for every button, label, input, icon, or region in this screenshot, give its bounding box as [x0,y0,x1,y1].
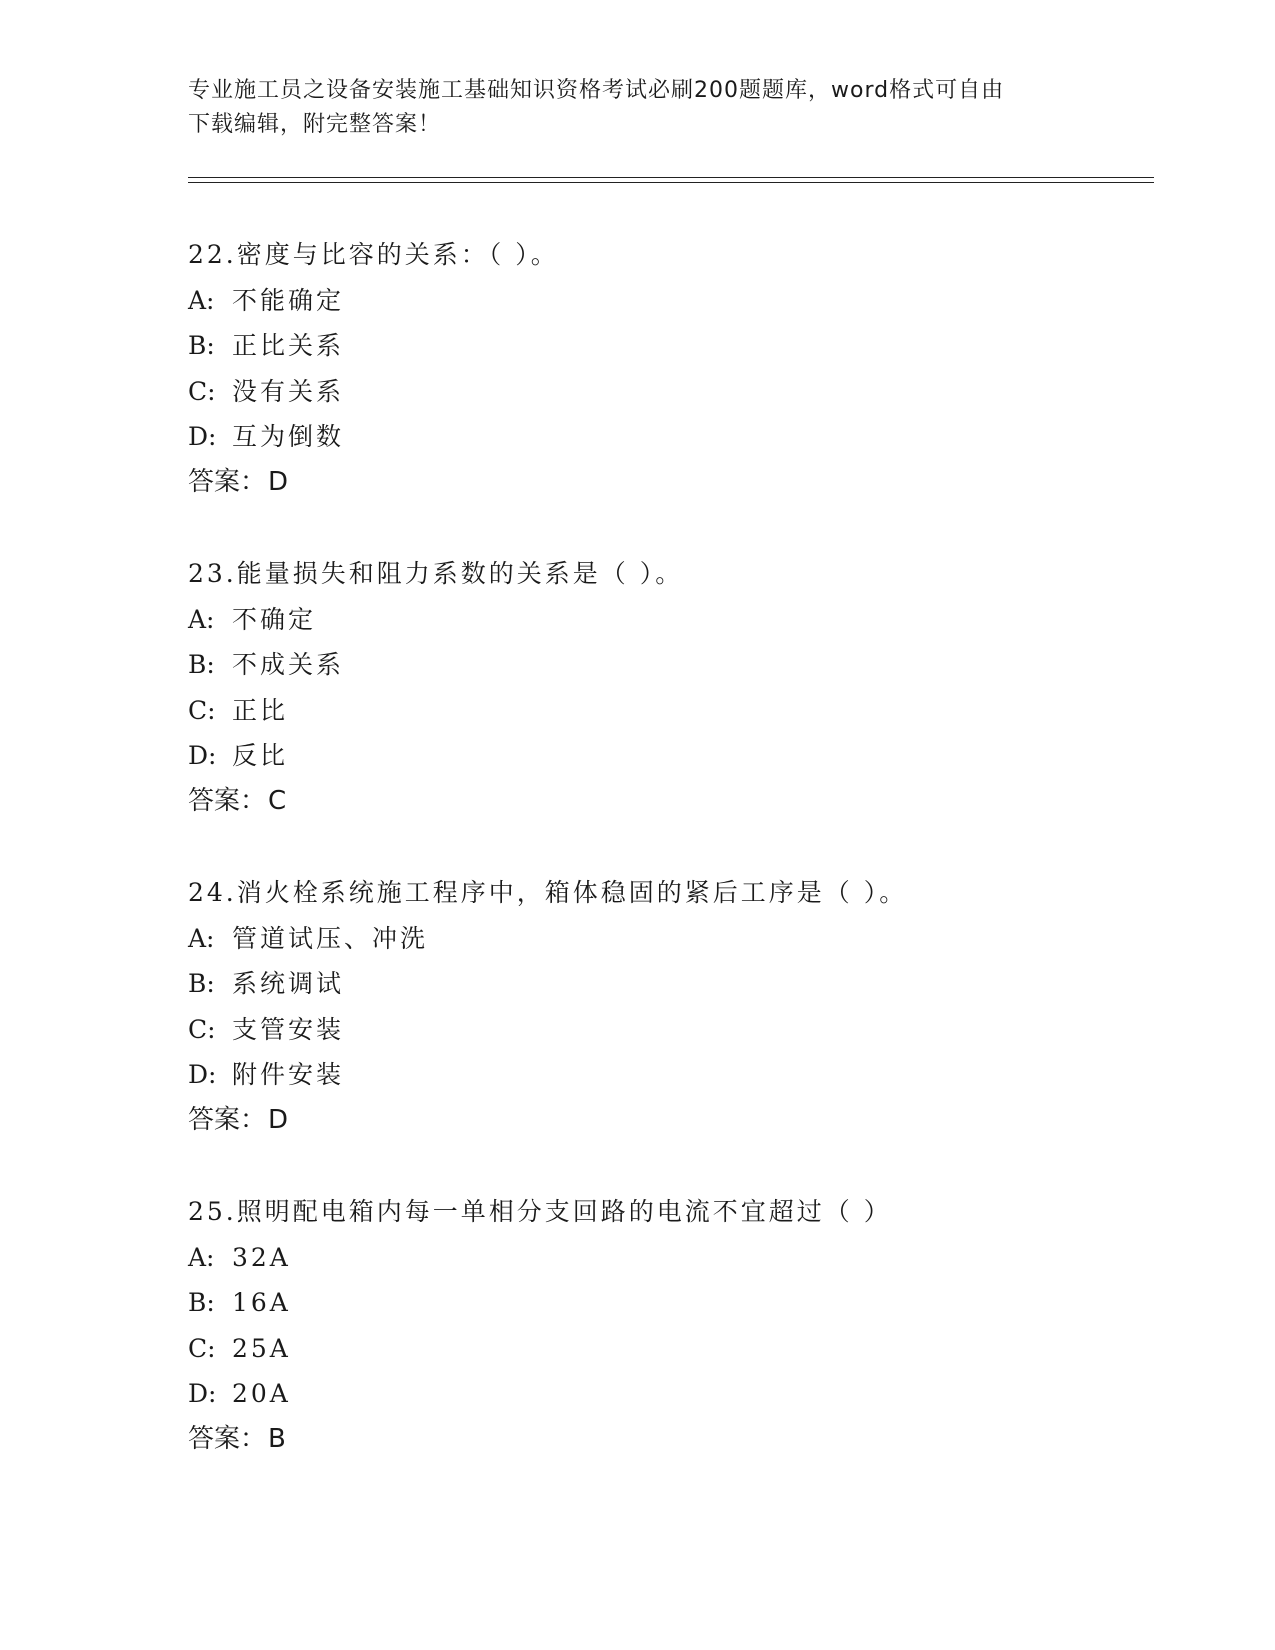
answer-line [188,460,1168,506]
document-header [188,74,1088,142]
option-text: 不确定 [232,604,317,634]
question-22 [188,232,1168,505]
question-23 [188,551,1168,824]
option-text: 反比 [232,741,289,770]
option-letter: C: [188,695,216,725]
header-line-2: 下载编辑，附完整答案！ [188,112,442,137]
option-text: 不成关系 [232,650,345,679]
option-letter: D: [188,741,217,770]
option-letter: B: [188,1288,215,1317]
answer-value: C [268,785,287,816]
option-text: 25A [232,1333,291,1363]
option-text: 系统调试 [232,969,345,998]
option-text: 支管安装 [232,1014,345,1044]
option-a [188,916,1168,962]
option-text: 20A [232,1379,291,1408]
option-b [188,961,1168,1007]
option-d [188,414,1168,460]
option-text: 没有关系 [232,376,345,406]
header-rule-top [188,177,1154,178]
question-25 [188,1189,1168,1462]
option-text: 互为倒数 [232,422,345,451]
option-letter: C: [188,1014,216,1044]
option-a [188,597,1168,643]
header-line-1: 专业施工员之设备安装施工基础知识资格考试必刷200题题库，word格式可自由 [188,78,1005,103]
option-c [188,369,1168,415]
option-c [188,1326,1168,1372]
option-letter: A: [188,1242,215,1272]
option-a [188,1235,1168,1281]
option-b [188,1280,1168,1326]
option-c [188,688,1168,734]
option-text: 16A [232,1288,291,1317]
option-text: 32A [232,1242,291,1272]
option-letter: A: [188,923,215,953]
question-stem: 25.照明配电箱内每一单相分支回路的电流不宜超过（ ） [188,1197,892,1226]
option-d [188,1371,1168,1417]
option-letter: C: [188,376,216,406]
option-letter: B: [188,650,215,679]
option-letter: A: [188,604,215,634]
option-text: 正比关系 [232,331,345,360]
answer-value: B [268,1423,286,1454]
answer-value: D [268,466,289,497]
option-b [188,642,1168,688]
answer-label: 答案： [188,466,267,497]
option-letter: B: [188,331,215,360]
option-b [188,323,1168,369]
option-letter: B: [188,969,215,998]
answer-value: D [268,1104,289,1135]
answer-label: 答案： [188,785,267,816]
question-stem: 24.消火栓系统施工程序中，箱体稳固的紧后工序是（ ）。 [188,878,908,907]
answer-line [188,1098,1168,1144]
option-a [188,278,1168,324]
option-text: 附件安装 [232,1060,345,1089]
answer-label: 答案： [188,1423,267,1454]
option-letter: C: [188,1333,216,1363]
option-letter: D: [188,422,217,451]
question-stem: 22.密度与比容的关系：（ ）。 [188,240,559,269]
option-text: 不能确定 [232,285,345,315]
option-text: 正比 [232,695,289,725]
answer-line [188,779,1168,825]
option-letter: D: [188,1060,217,1089]
question-24 [188,870,1168,1143]
answer-line [188,1417,1168,1463]
header-rule-bottom [188,182,1154,183]
option-c [188,1007,1168,1053]
option-d [188,1052,1168,1098]
option-letter: D: [188,1379,217,1408]
question-stem: 23.能量损失和阻力系数的关系是（ ）。 [188,559,684,588]
answer-label: 答案： [188,1104,267,1135]
option-letter: A: [188,285,215,315]
option-d [188,733,1168,779]
option-text: 管道试压、冲洗 [232,923,429,953]
